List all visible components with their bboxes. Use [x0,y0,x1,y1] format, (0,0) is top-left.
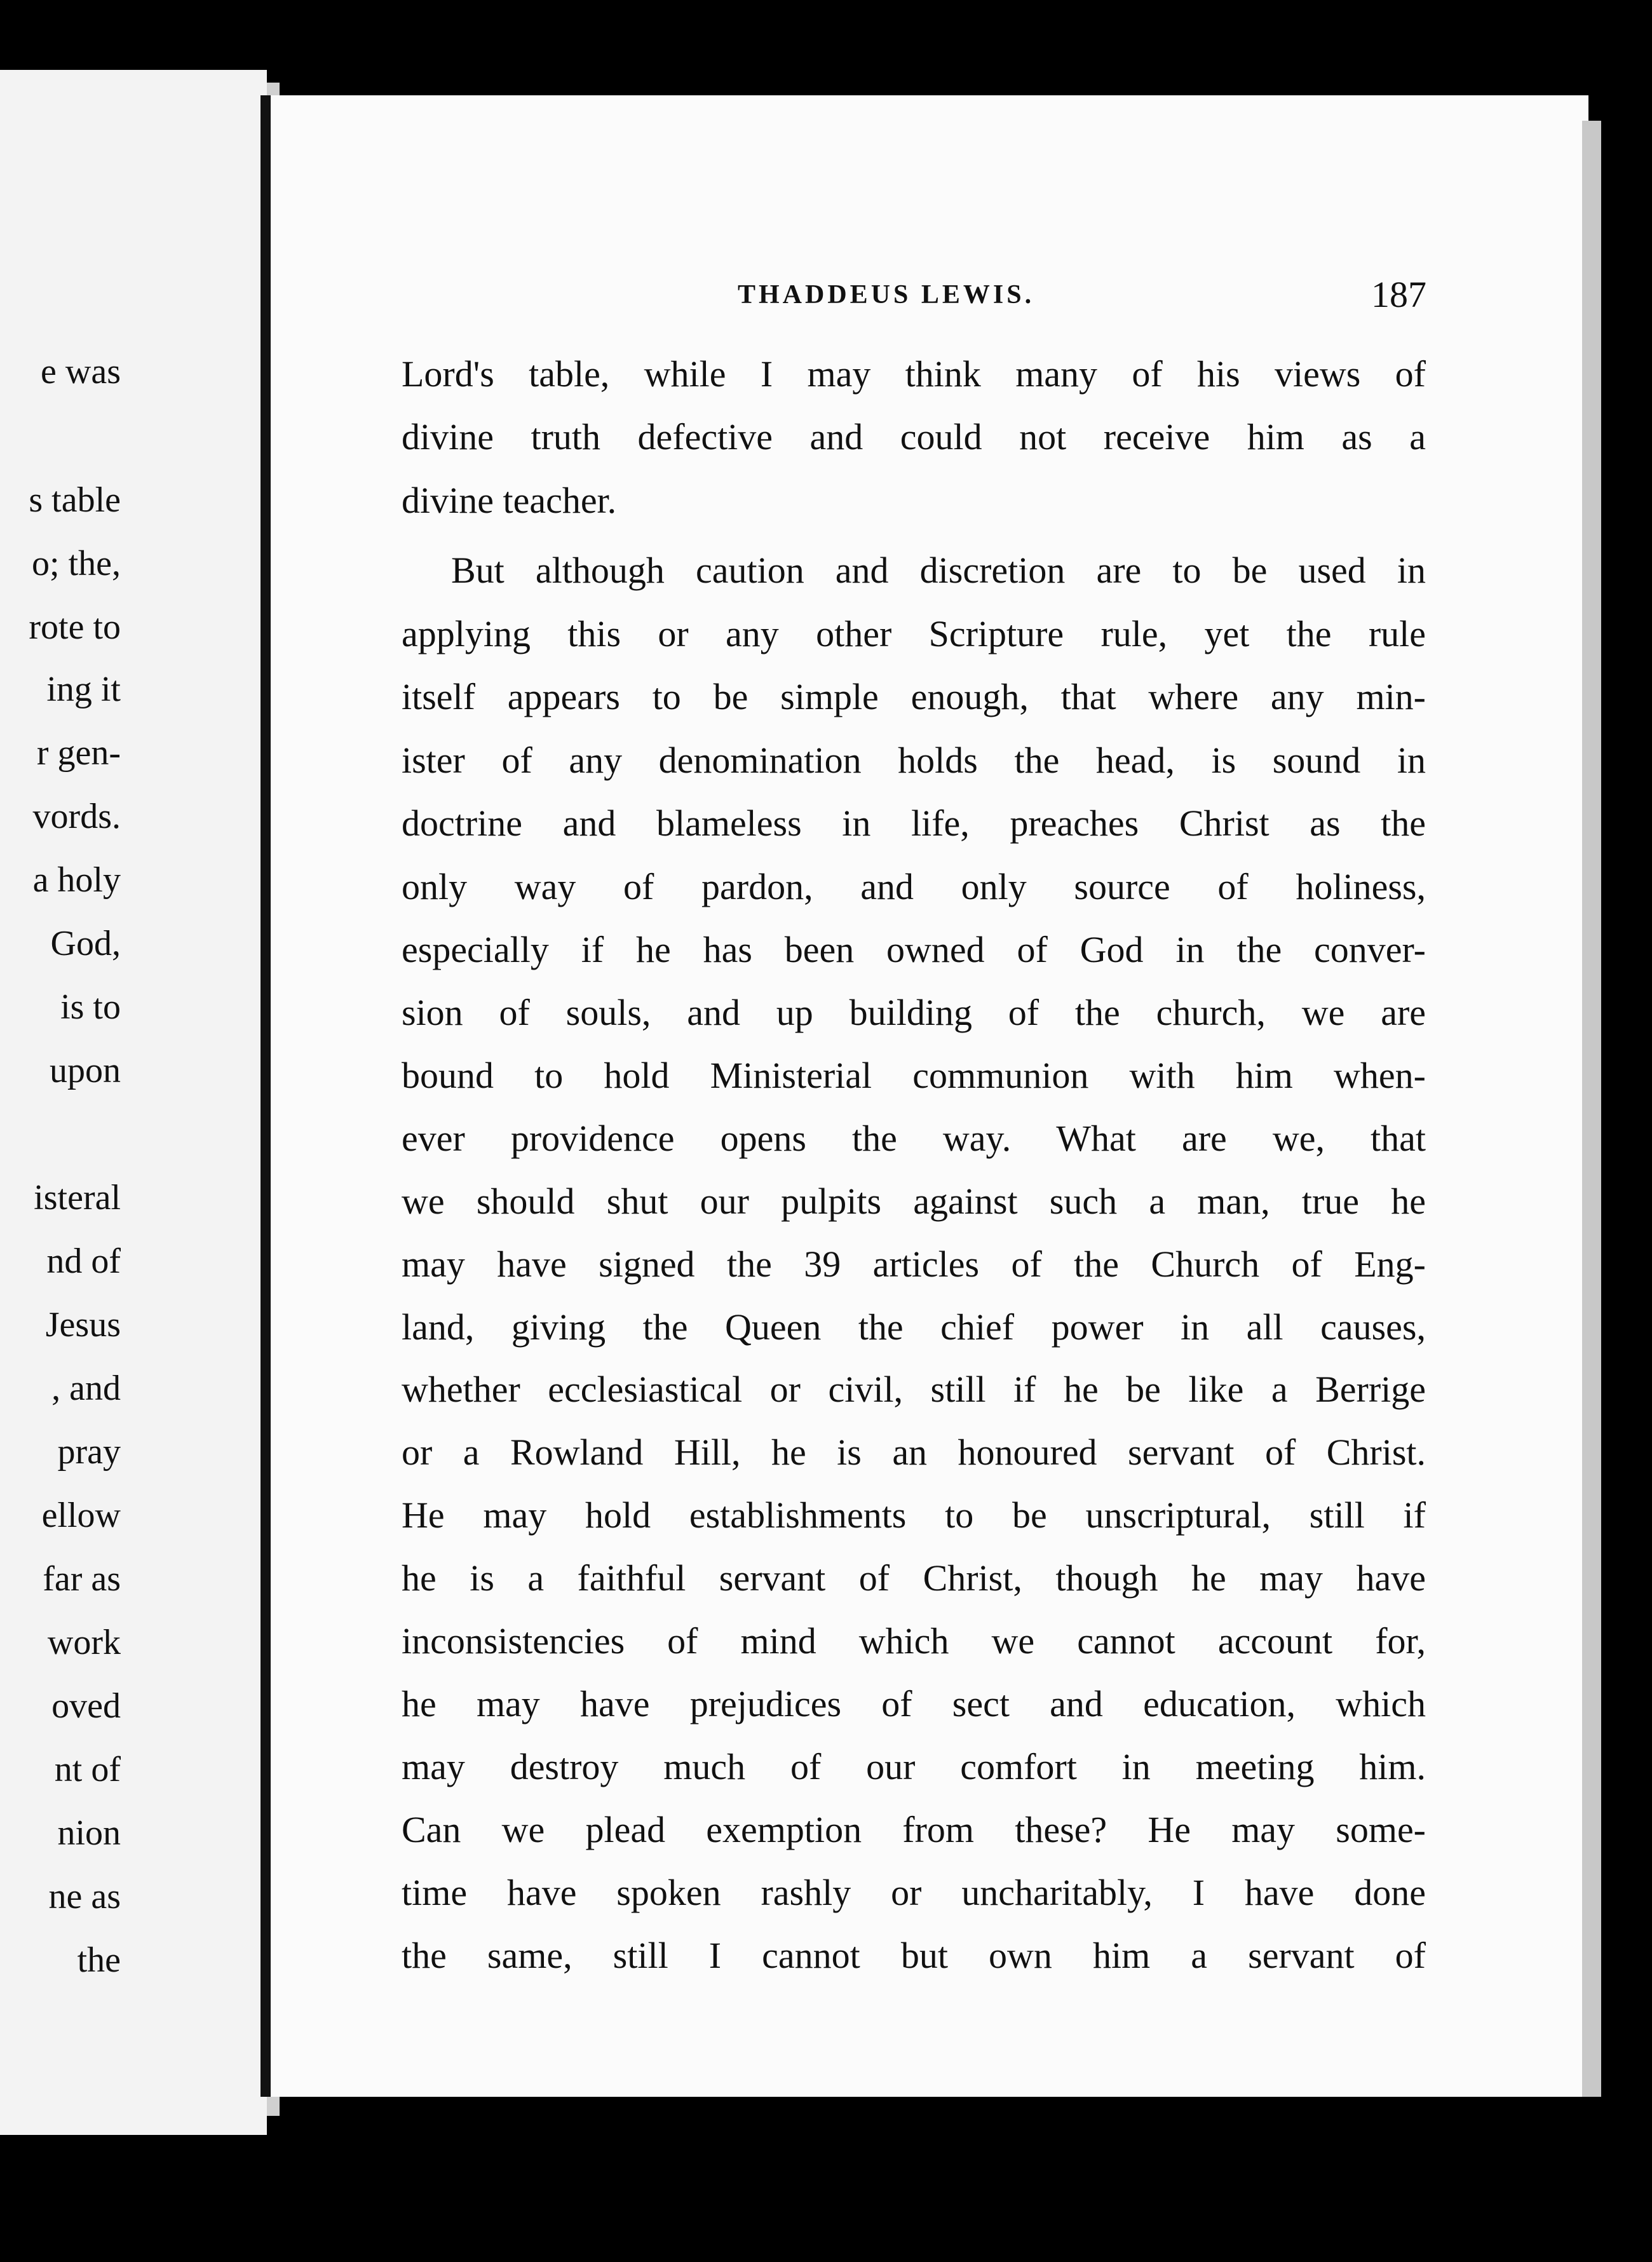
left-page-line: nion [57,1813,121,1853]
left-page-line: s table [29,480,121,520]
body-line: may destroy much of our comfort in meeting him. [402,1746,1426,1787]
left-page-line: vords. [32,797,121,836]
left-page-line: o; the, [32,544,121,583]
left-page-line: nd of [46,1242,121,1281]
left-page-line: e was [41,352,121,391]
left-page-line: upon [50,1051,121,1090]
body-line: bound to hold Ministerial communion with him when- [402,1055,1426,1096]
left-page-line: God, [50,924,121,963]
body-line: ever providence opens the way. What are we, that [402,1118,1426,1159]
body-line: sion of souls, and up building of the church, we are [402,992,1426,1033]
body-line: ister of any denomination holds the head, is sound in [402,740,1426,781]
left-page-line: Jesus [45,1305,121,1344]
body-line: the same, still I cannot but own him a servant of [402,1935,1426,1976]
body-line: Can we plead exemption from these? He may some- [402,1809,1426,1850]
left-page-line: isteral [34,1178,121,1217]
body-line: divine truth defective and could not receive him as a [402,416,1426,457]
left-page-line: far as [43,1559,121,1599]
left-page-line: nt of [54,1750,121,1789]
body-line: Lord's table, while I may think many of his views of [402,353,1426,395]
left-page-line: a holy [32,860,121,900]
body-line: he may have prejudices of sect and education, which [402,1683,1426,1724]
left-page-line: pray [57,1432,121,1472]
body-line: may have signed the 39 articles of the Church of Eng- [402,1243,1426,1285]
left-page-line: the [77,1940,121,1980]
left-page-line: ellow [41,1496,121,1535]
running-head: THADDEUS LEWIS. [738,280,1035,309]
body-line: only way of pardon, and only source of holiness, [402,866,1426,907]
left-page-line: ne as [48,1877,121,1916]
body-line: especially if he has been owned of God in the conver- [402,929,1426,970]
body-line: or a Rowland Hill, he is an honoured servant of Christ. [402,1432,1426,1473]
body-line: He may hold establishments to be unscriptural, still if [402,1494,1426,1536]
left-page-line: oved [51,1686,121,1726]
left-page-line: ing it [46,670,121,709]
body-line: land, giving the Queen the chief power in all causes, [402,1306,1426,1348]
body-line: inconsistencies of mind which we cannot account for, [402,1620,1426,1662]
body-line: he is a faithful servant of Christ, though he may have [402,1557,1426,1599]
left-page-line: , and [51,1369,121,1408]
left-page-line: rote to [29,607,121,647]
body-line: we should shut our pulpits against such a man, true he [402,1181,1426,1222]
page-edge [1582,121,1601,2097]
body-line: But although caution and discretion are to be used in [451,550,1426,591]
left-page-line: is to [60,987,121,1027]
body-line: doctrine and blameless in life, preaches Christ as the [402,803,1426,844]
left-page-line: r gen- [36,733,121,773]
body-line: applying this or any other Scripture rule, yet the rule [402,613,1426,654]
body-line: divine teacher. [402,480,617,521]
left-page-line: work [47,1623,121,1662]
page-number: 187 [1371,274,1426,315]
body-line: time have spoken rashly or uncharitably, I have done [402,1872,1426,1913]
body-line: itself appears to be simple enough, that where any min- [402,676,1426,717]
body-line: whether ecclesiastical or civil, still if he be like a Berrige [402,1369,1426,1410]
